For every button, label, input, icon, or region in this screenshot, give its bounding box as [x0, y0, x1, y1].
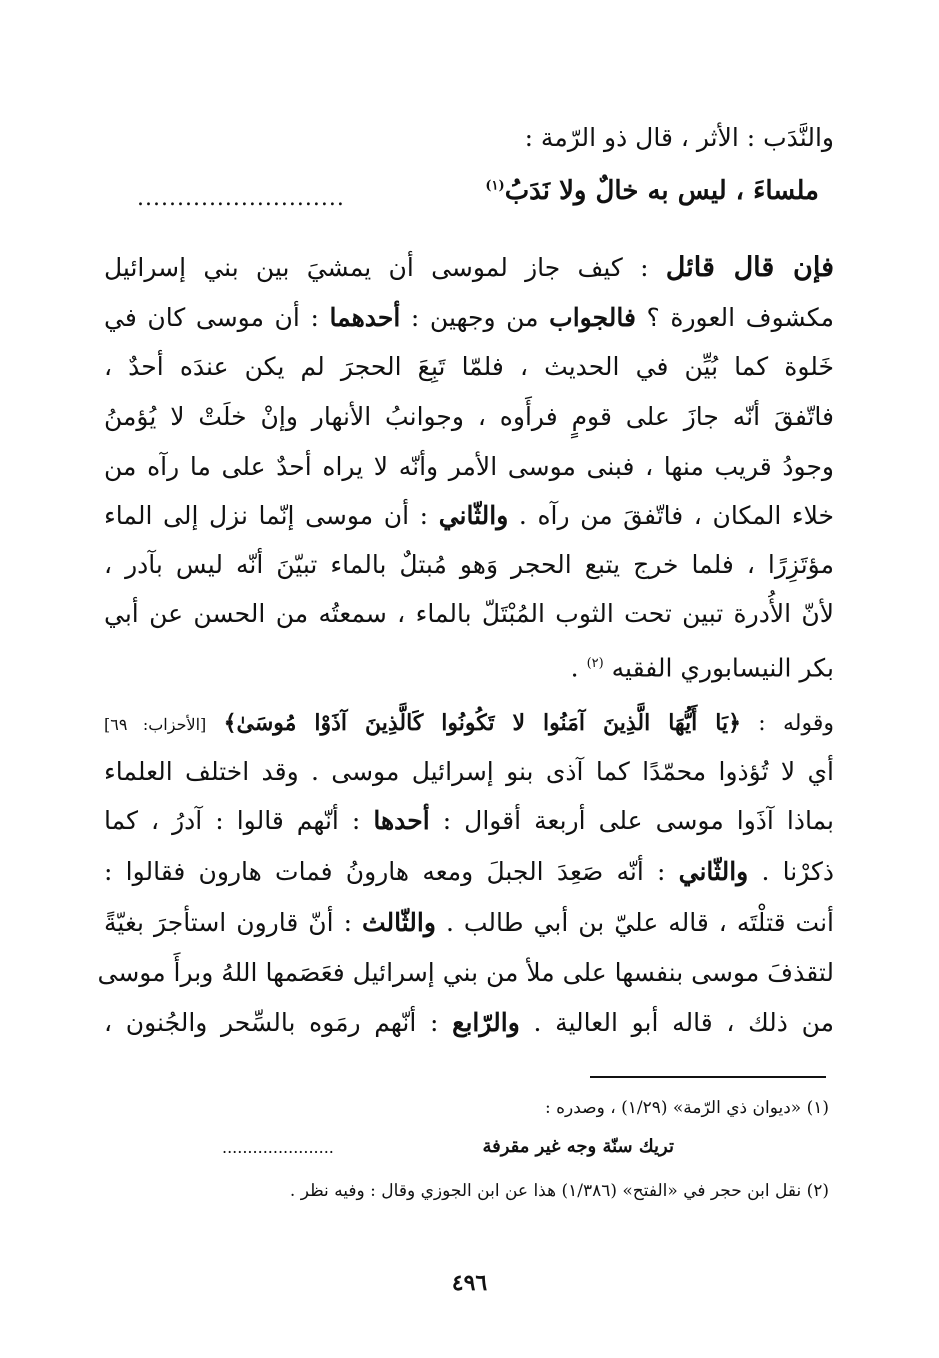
footnote-1: (١) «ديوان ذي الرّمة» (١/٢٩) ، وصدره : — [544, 1098, 829, 1118]
text-line: بماذا آذَوا موسى على أربعة أقوال : أحدها : أنّهم قالوا : آدرُ ، كما — [104, 806, 834, 835]
text-line: أنت قتلْتَه ، قاله عليّ بن أبي طالب . والثّالث : أنّ قارون استأجرَ بغيّةً — [104, 908, 834, 937]
footnote-marker: (١) — [485, 178, 505, 194]
page-number: ٤٩٦ — [451, 1270, 488, 1296]
text-line: فاتّفقَ أنّه جازَ على قومٍ فرأَوه ، وجوانبُ الأنهار وإنْ خلَتْ لا يُؤمنُ — [104, 402, 834, 431]
text-line: خَلوة كما بُيِّن في الحديث ، فلمّا تَبِعَ الحجرَ لم يكن عندَه أحدٌ ، — [104, 352, 834, 381]
text-line: مؤتَزِرًا ، فلما خرج يتبع الحجر وَهو مُبتلٌ بالماء تبيّنَ أنّه ليس بآدر ، — [104, 550, 834, 579]
text-line: بكر النيسابوري الفقيه $^{(٢)}$ . — [570, 653, 834, 683]
text-line: وجودُ قريب منها ، فبنى موسى الأمر وأنّه لا يراه أحدٌ على ما رآه من — [104, 452, 834, 481]
quran-verse: ﴿يَا أَيُّهَا الَّذِينَ آمَنُوا لا تَكُونُوا كَالَّذِينَ آذَوْا مُوسَىٰ﴾ — [223, 710, 741, 736]
text-line: فإن قال قائل : كيف جاز لموسى أن يمشيَ بين بني إسرائيل — [104, 252, 834, 283]
footnote-separator — [590, 1076, 826, 1078]
text-line: خلاء المكان ، فاتّفقَ من رآه . والثّاني : أن موسى إنّما نزل إلى الماء — [104, 501, 834, 530]
text-line: ذكرْنا . والثّاني : أنّه صَعِدَ الجبلَ ومعه هارونُ فمات هارون فقالوا : — [104, 857, 834, 886]
footnote-verse: تريك سنّة وجه غير مقرفة — [482, 1136, 674, 1157]
verse-ellipsis: .......................... — [137, 186, 345, 211]
text-line: لأنّ الأُدرة تبين تحت الثوب المُبْتَلّ بالماء ، سمعتُه من الحسن عن أبي — [104, 599, 834, 628]
footnote-2: (٢) نقل ابن حجر في «الفتح» (١/٣٨٦) هذا عن ابن الجوزي وقال : وفيه نظر . — [289, 1181, 829, 1201]
poetry-verse: ملساءَ ، ليس به خالٌ ولا نَدَبُ$^{(١)}$ — [485, 176, 819, 206]
text-line: لتقذفَ موسى بنفسها على ملأ من بني إسرائيل فعَصَمها اللهُ وبرأَ موسى — [97, 958, 834, 987]
text-line: وقوله : ﴿يَا أَيُّهَا الَّذِينَ آمَنُوا لا تَكُونُوا كَالَّذِينَ آذَوْا مُوسَىٰ﴾ [الأحزاب: ٦٩] — [104, 710, 835, 736]
footnote-marker: (٢) — [586, 656, 604, 671]
verse-reference: [الأحزاب: ٦٩] — [104, 715, 207, 734]
text-line: والنَّدَب : الأثر ، قال ذو الرّمة : — [524, 123, 834, 152]
text-line: من ذلك ، قاله أبو العالية . والرّابع : أنّهم رمَوه بالسِّحر والجُنون ، — [104, 1008, 835, 1037]
text-line: أي لا تُؤذوا محمّدًا كما آذى بنو إسرائيل موسى . وقد اختلف العلماء — [104, 757, 834, 786]
footnote-ellipsis: ...................... — [222, 1138, 334, 1157]
text-line: مكشوف العورة ؟ فالجواب من وجهين : أحدهما : أن موسى كان في — [104, 303, 835, 332]
